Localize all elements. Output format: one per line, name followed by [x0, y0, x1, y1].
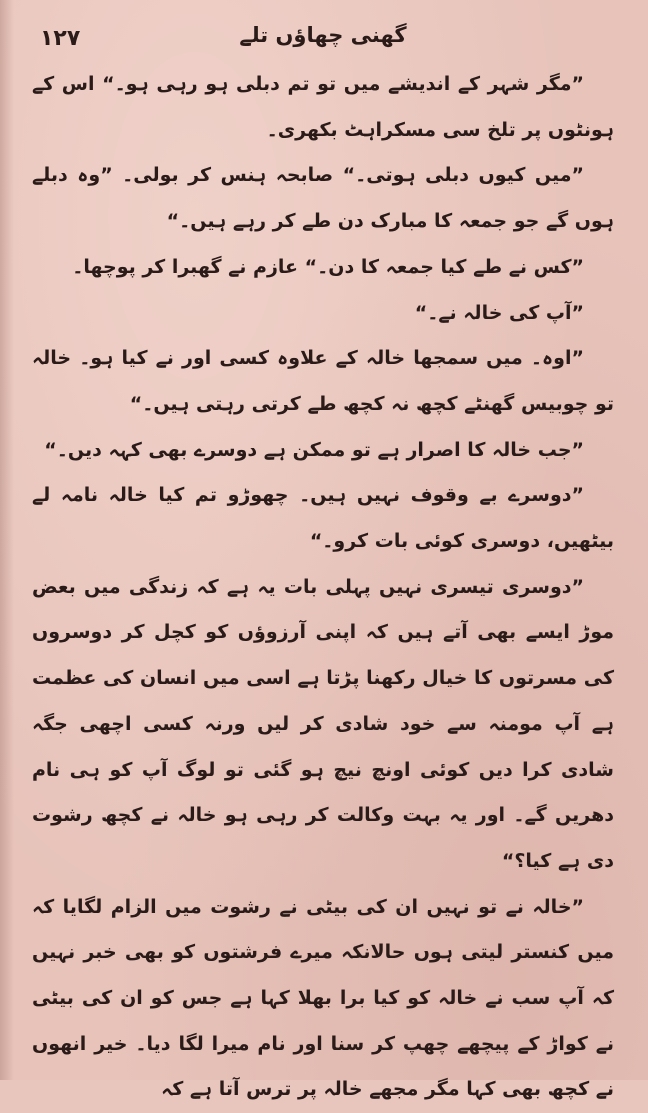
- paragraph: ”اوہ۔ میں سمجھا خالہ کے علاوہ کسی اور نے کیا ہو۔ خالہ تو چوبیس گھنٹے کچھ نہ کچھ طے کرتی رہتی ہیں۔“: [32, 347, 614, 415]
- paragraph: ”جب خالہ کا اصرار ہے تو ممکن ہے دوسرے بھی کہہ دیں۔“: [44, 438, 584, 461]
- paragraph: ”خالہ نے تو نہیں ان کی بیٹی نے رشوت میں الزام لگایا کہ میں کنستر لیتی ہوں حالانکہ میرے فرشتوں کو بھی خبر نہیں کہ آپ سب نے خالہ کو کیا برا بھلا کہا ہے جس کو ان کی بیٹی نے کواڑ کے پیچھے چھپ کر سنا اور نام میرا لگا دیا۔ خیر انھوں نے کچھ بھی کہا مگر مجھے خالہ پر ترس آتا ہے کہ: [32, 895, 614, 1101]
- paragraph: ”مگر شہر کے اندیشے میں تو تم دبلی ہو رہی ہو۔“ اس کے ہونٹوں پر تلخ سی مسکراہٹ بکھری۔: [32, 73, 614, 141]
- paragraph: ”کس نے طے کیا جمعہ کا دن۔“ عازم نے گھبرا کر پوچھا۔: [72, 255, 584, 278]
- paragraph: ”دوسرے بے وقوف نہیں ہیں۔ چھوڑو تم کیا خالہ نامہ لے بیٹھیں، دوسری کوئی بات کرو۔“: [32, 484, 614, 553]
- paragraph: ”آپ کی خالہ نے۔“: [414, 301, 584, 324]
- paragraph: ”دوسری تیسری نہیں پہلی بات یہ ہے کہ زندگی میں بعض موڑ ایسے بھی آتے ہیں کہ اپنی آرزوؤں کو کچل کر دوسروں کی مسرتوں کا خیال رکھنا پڑتا ہے اسی میں انسان کی عظمت ہے آپ مومنہ سے خود شادی کر لیں ورنہ کسی اچھی جگہ شادی کرا دیں کوئی اونچ نیچ ہو گئی تو لوگ آپ کو ہی نام دھریں گے۔ اور یہ بہت وکالت کر رہی ہو خالہ نے کچھ رشوت دی ہے کیا؟“: [32, 575, 614, 872]
- page-number: ۱۲۷: [40, 26, 81, 51]
- page-header: [32, 18, 614, 62]
- running-title: گھنی چھاؤں تلے: [239, 23, 407, 47]
- paragraph: ”میں کیوں دبلی ہوتی۔“ صابحہ ہنس کر بولی۔ ”وہ دبلے ہوں گے جو جمعہ کا مبارک دن طے کر رہے ہیں۔“: [32, 164, 614, 233]
- page-body: [32, 62, 614, 1113]
